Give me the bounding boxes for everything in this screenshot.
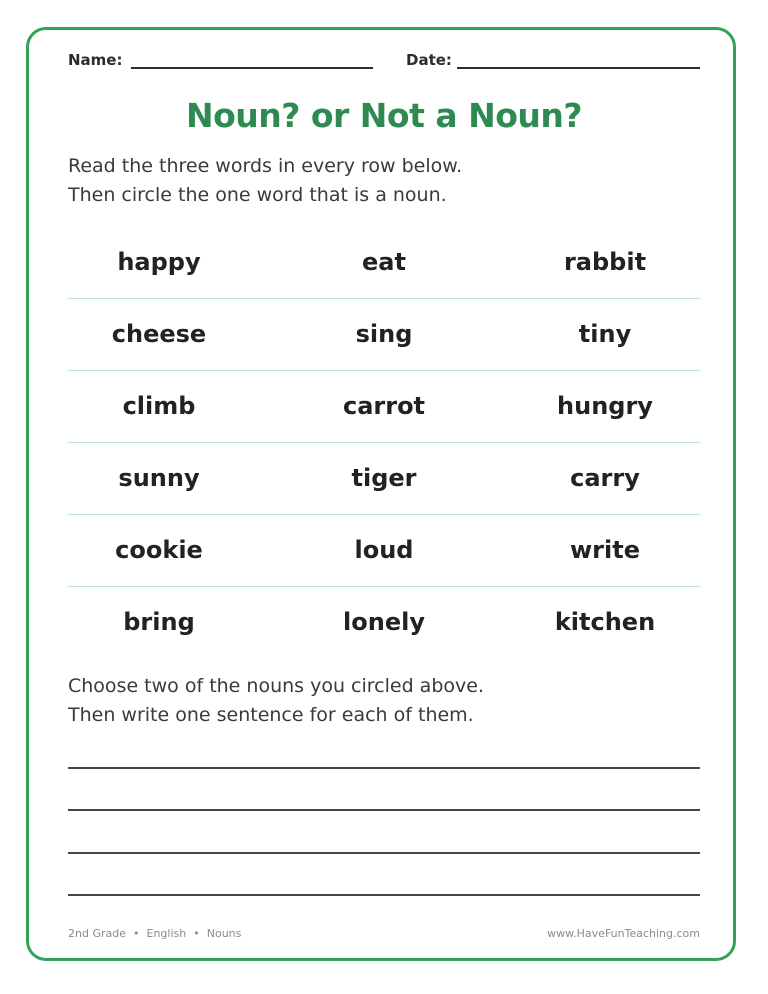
word-row — [68, 586, 700, 658]
page-title: Noun? or Not a Noun? — [185, 96, 583, 135]
word-option[interactable]: rabbit — [563, 248, 647, 276]
word-option[interactable]: loud — [354, 536, 414, 564]
website-link[interactable]: www.HaveFunTeaching.com — [547, 927, 700, 940]
bullet-icon: • — [133, 927, 140, 940]
word-option[interactable]: eat — [362, 248, 406, 276]
grade-tag: 2nd Grade — [68, 927, 126, 940]
word-option[interactable]: sing — [355, 320, 413, 348]
word-grid — [68, 227, 700, 658]
word-option[interactable]: write — [570, 536, 640, 564]
instructions — [68, 152, 462, 210]
word-option[interactable]: cookie — [115, 536, 203, 564]
word-option[interactable]: carrot — [342, 392, 426, 420]
date-field[interactable] — [457, 67, 700, 69]
word-option[interactable]: tiger — [351, 464, 417, 492]
word-row — [68, 514, 700, 586]
writing-instructions — [68, 672, 484, 730]
word-option[interactable]: hungry — [557, 392, 653, 420]
instruction-line: Read the three words in every row below. — [68, 155, 463, 177]
word-row — [68, 227, 700, 298]
word-option[interactable]: happy — [117, 248, 201, 276]
topic-tag: Nouns — [206, 927, 242, 940]
instruction-line: Then circle the one word that is a noun. — [68, 184, 447, 206]
word-option[interactable]: carry — [570, 464, 640, 492]
word-option[interactable]: kitchen — [554, 608, 656, 636]
word-row — [68, 442, 700, 514]
bullet-icon: • — [193, 927, 200, 940]
word-option[interactable]: lonely — [343, 608, 425, 636]
instruction-line: Choose two of the nouns you circled above. — [68, 675, 484, 697]
word-row — [68, 298, 700, 370]
subject-tag: English — [146, 927, 187, 940]
word-option[interactable]: sunny — [118, 464, 200, 492]
writing-line[interactable] — [68, 809, 700, 811]
footer-tags — [68, 927, 241, 940]
name-field[interactable] — [131, 67, 373, 69]
word-option[interactable]: climb — [122, 392, 196, 420]
date-label: Date: — [406, 51, 452, 69]
writing-line[interactable] — [68, 894, 700, 896]
name-label: Name: — [68, 51, 123, 69]
writing-line[interactable] — [68, 852, 700, 854]
word-option[interactable]: cheese — [111, 320, 207, 348]
word-option[interactable]: tiny — [578, 320, 632, 348]
word-row — [68, 370, 700, 442]
instruction-line: Then write one sentence for each of them. — [68, 704, 474, 726]
writing-line[interactable] — [68, 767, 700, 769]
word-option[interactable]: bring — [123, 608, 195, 636]
